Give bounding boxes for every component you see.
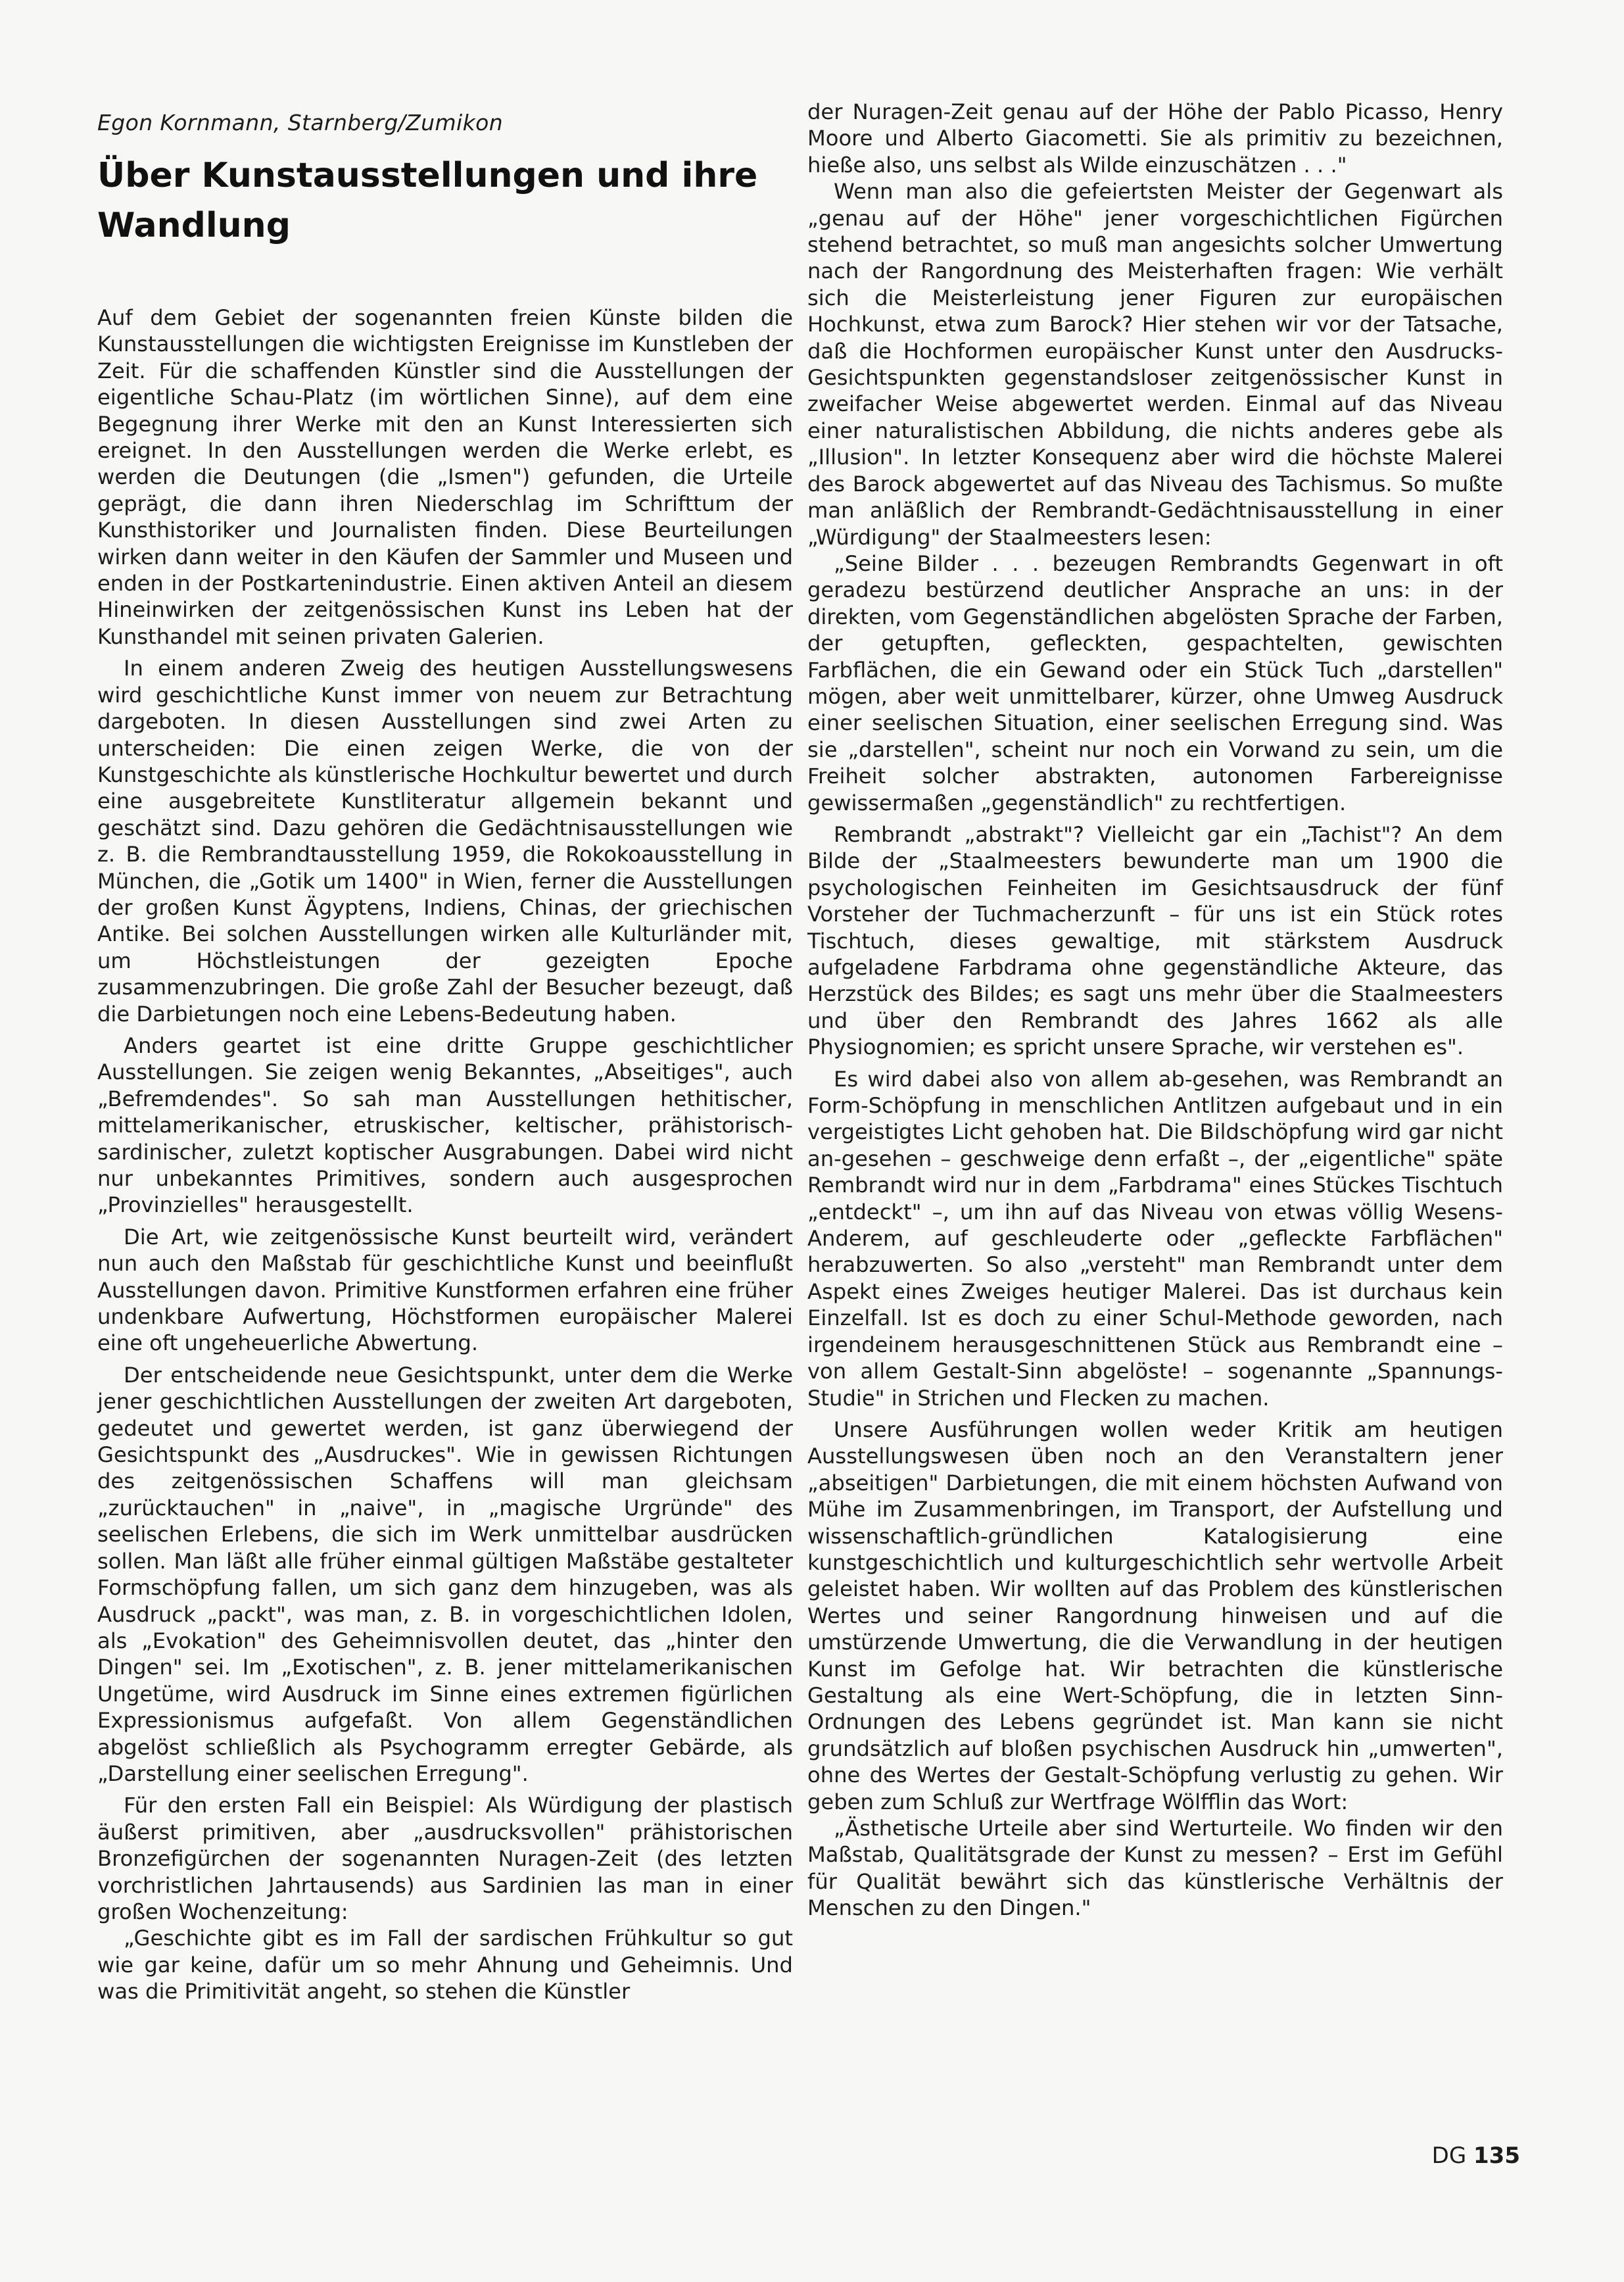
right-column	[807, 99, 1503, 1922]
body-paragraph: Unsere Ausführungen wollen weder Kritik am heutigen Ausstellungswesen üben noch an den Veranstaltern jener „abseitigen" Darbietungen, die mit einem höchsten Aufwand von Mühe im Zusammenbringen, im Transport, der Aufstellung und wissenschaftlich-gründlichen Katalogisierung eine kunstgeschichtlich und kulturgeschichtlich sehr wertvolle Arbeit geleistet haben. Wir wollten auf das Problem des künstlerischen Wertes und seiner Rangordnung hinweisen und auf die umstürzende Umwertung, die die Verwandlung in der heutigen Kunst im Gefolge hat. Wir betrachten die künstlerische Gestaltung als eine Wert-Schöpfung, die in letzten Sinn-Ordnungen des Lebens gegründet ist. Man kann sie nicht grundsätzlich auf bloßen psychischen Ausdruck hin „umwerten", ohne des Wertes der Gestalt-Schöpfung verlustig zu gehen. Wir geben zum Schluß zur Wertfrage Wölfflin das Wort:	[807, 1417, 1503, 1814]
page-number: 135	[1473, 2143, 1520, 2169]
left-column	[97, 99, 793, 2005]
body-paragraph: Wenn man also die gefeiertsten Meister der Gegenwart als „genau auf der Höhe" jener vorgeschichtlichen Figürchen stehend betrachtet, so muß man angesichts solcher Umwertung nach der Rangordnung des Meisterhaften fragen: Wie verhält sich die Meisterleistung jener Figuren zur europäischen Hochkunst, etwa zum Barock? Hier stehen wir vor der Tatsache, daß die Hochformen europäischer Kunst unter den Ausdrucks-Gesichtspunkten gegenstandsloser zeitgenössischer Kunst in zweifacher Weise abgewertet werden. Einmal auf das Niveau einer naturalistischen Abbildung, die nichts anderes gebe als „Illusion". In letzter Konsequenz aber wird die höchste Malerei des Barock abgewertet auf das Niveau des Tachismus. So mußte man anläßlich der Rembrandt-Gedächtnisausstellung in einer „Würdigung" der Staalmeesters lesen:	[807, 179, 1503, 550]
body-paragraph: Rembrandt „abstrakt"? Vielleicht gar ein „Tachist"? An dem Bilde der „Staalmeesters bewunderte man um 1900 die psychologischen Feinheiten im Gesichtsausdruck der fünf Vorsteher der Tuchmacherzunft – für uns ist ein Stück rotes Tischtuch, dieses gewaltige, mit stärkstem Ausdruck aufgeladene Farbdrama ohne gegenständliche Akteure, das Herzstück des Bildes; es sagt uns mehr über die Staalmeesters und über den Rembrandt des Jahres 1662 als alle Physiognomien; es spricht unsere Sprache, wir verstehen es".	[807, 821, 1503, 1060]
quote-paragraph: „Seine Bilder . . . bezeugen Rembrandts Gegenwart in oft geradezu bestürzend deutlicher Ansprache an uns: in der direkten, vom Gegenständlichen abgelösten Sprache der Farben, der getupften, gefleckten, gespachtelten, gewischten Farbflächen, die ein Gewand oder ein Stück Tuch „darstellen" mögen, aber weit unmittelbarer, kürzer, ohne Umweg Ausdruck einer seelischen Situation, einer seelischen Erregung sind. Was sie „darstellen", scheint nur noch ein Vorwand zu sein, um die Freiheit solcher abstrakten, autonomen Farbereignisse gewissermaßen „gegenständlich" zu rechtfertigen.	[807, 550, 1503, 815]
author-byline: Egon Kornmann, Starnberg/Zumikon	[97, 110, 504, 135]
page-folio	[1432, 2143, 1520, 2169]
quote-continuation: der Nuragen-Zeit genau auf der Höhe der Pablo Picasso, Henry Moore und Alberto Giacometti. Sie als primitiv zu bezeichnen, hieße also, uns selbst als Wilde einzuschätzen . . ."	[807, 99, 1503, 178]
body-paragraph: Auf dem Gebiet der sogenannten freien Künste bilden die Kunstausstellungen die wichtigsten Ereignisse im Kunstleben der Zeit. Für die schaffenden Künstler sind die Ausstellungen der eigentliche Schau-Platz (im wörtlichen Sinne), auf dem eine Begegnung ihrer Werke mit den an Kunst Interessierten sich ereignet. In den Ausstellungen werden die Werke erlebt, es werden die Deutungen (die „Ismen") gefunden, die Urteile geprägt, die dann ihren Niederschlag im Schrifttum der Kunsthistoriker und Journalisten finden. Diese Beurteilungen wirken dann weiter in den Käufen der Sammler und Museen und enden in der Postkartenindustrie. Einen aktiven Anteil an diesem Hineinwirken der zeitgenössischen Kunst ins Leben hat der Kunsthandel mit seinen privaten Galerien.	[97, 305, 793, 649]
journal-abbreviation: DG	[1431, 2143, 1467, 2169]
body-paragraph: Anders geartet ist eine dritte Gruppe geschichtlicher Ausstellungen. Sie zeigen wenig Bekanntes, „Abseitiges", auch „Befremdendes". So sah man Ausstellungen hethitischer, mittelamerikanischer, etruskischer, keltischer, prähistorisch-sardinischer, zuletzt koptischer Ausgrabungen. Dabei wird nicht nur unbekanntes Primitives, sondern auch ausgesprochen „Provinzielles" herausgestellt.	[97, 1032, 793, 1218]
body-paragraph: In einem anderen Zweig des heutigen Ausstellungswesens wird geschichtliche Kunst immer von neuem zur Betrachtung dargeboten. In diesen Ausstellungen sind zwei Arten zu unterscheiden: Die einen zeigen Werke, die von der Kunstgeschichte als künstlerische Hochkultur bewertet und durch eine ausgebreitete Kunstliteratur allgemein bekannt und geschätzt sind. Dazu gehören die Gedächtnisausstellungen wie z. B. die Rembrandtausstellung 1959, die Rokokoausstellung in München, die „Gotik um 1400" in Wien, ferner die Ausstellungen der großen Kunst Ägyptens, Indiens, Chinas, der griechischen Antike. Bei solchen Ausstellungen wirken alle Kulturländer mit, um Höchstleistungen der gezeigten Epoche zusammenzubringen. Die große Zahl der Besucher bezeugt, daß die Darbietungen noch eine Lebens-Bedeutung haben.	[97, 656, 793, 1027]
body-paragraph: Es wird dabei also von allem ab-gesehen, was Rembrandt an Form-Schöpfung in menschlichen Antlitzen aufgebaut und in ein vergeistigtes Licht gehoben hat. Die Bildschöpfung wird gar nicht an-gesehen – geschweige denn erfaßt –, der „eigentliche" späte Rembrandt wird nur in dem „Farbdrama" eines Stückes Tischtuch „entdeckt" –, um ihn auf das Niveau von etwas völlig Wesens-Anderem, auf geschleuderte oder „gefleckte Farbflächen" herabzuwerten. So also „versteht" man Rembrandt unter dem Aspekt eines Zweiges heutiger Malerei. Das ist durchaus kein Einzelfall. Ist es doch zu einer Schul-Methode geworden, nach irgendeinem herausgeschnittenen Stück aus Rembrandt eine – von allem Gestalt-Sinn abgelöste! – sogenannte „Spannungs-Studie" in Strichen und Flecken zu machen.	[807, 1066, 1503, 1411]
body-paragraph: Die Art, wie zeitgenössische Kunst beurteilt wird, verändert nun auch den Maßstab für geschichtliche Kunst und beeinflußt Ausstellungen davon. Primitive Kunstformen erfahren eine früher undenkbare Aufwertung, Höchstformen europäischer Malerei eine oft ungeheuerliche Abwertung.	[97, 1224, 793, 1356]
quote-paragraph: „Geschichte gibt es im Fall der sardischen Frühkultur so gut wie gar keine, dafür um so mehr Ahnung und Geheimnis. Und was die Primitivität angeht, so stehen die Künstler	[97, 1926, 793, 2004]
quote-paragraph: „Ästhetische Urteile aber sind Werturteile. Wo finden wir den Maßstab, Qualitätsgrade der Kunst zu messen? – Erst im Gefühl für Qualität bewährt sich das künstlerische Verhältnis der Menschen zu den Dingen."	[807, 1816, 1503, 1921]
body-paragraph: Der entscheidende neue Gesichtspunkt, unter dem die Werke jener geschichtlichen Ausstellungen der zweiten Art dargeboten, gedeutet und gewertet werden, ist ganz überwiegend der Gesichtspunkt des „Ausdruckes". Wie in gewissen Richtungen des zeitgenössischen Schaffens will man gleichsam „zurücktauchen" in „naive", in „magische Urgründe" des seelischen Erlebens, die sich im Werk unmittelbar ausdrücken sollen. Man läßt alle früher einmal gültigen Maßstäbe gestalteter Formschöpfung fallen, um sich ganz dem hinzugeben, was als Ausdruck „packt", was man, z. B. in vorgeschichtlichen Idolen, als „Evokation" des Geheimnisvollen deutet, das „hinter den Dingen" sei. Im „Exotischen", z. B. jener mittelamerikanischen Ungetüme, wird Ausdruck im Sinne eines extremen figürlichen Expressionismus aufgefaßt. Von allem Gegenständlichen abgelöst schließlich als Psychogramm erregter Gebärde, als „Darstellung einer seelischen Erregung".	[97, 1362, 793, 1786]
article-title: Über Kunstausstellungen und ihre Wandlung	[97, 156, 758, 245]
body-paragraph: Für den ersten Fall ein Beispiel: Als Würdigung der plastisch äußerst primitiven, aber „ausdrucksvollen" prähistorischen Bronzefigürchen der sogenannten Nuragen-Zeit (des letzten vorchristlichen Jahrtausends) aus Sardinien las man in einer großen Wochenzeitung:	[97, 1793, 793, 1924]
